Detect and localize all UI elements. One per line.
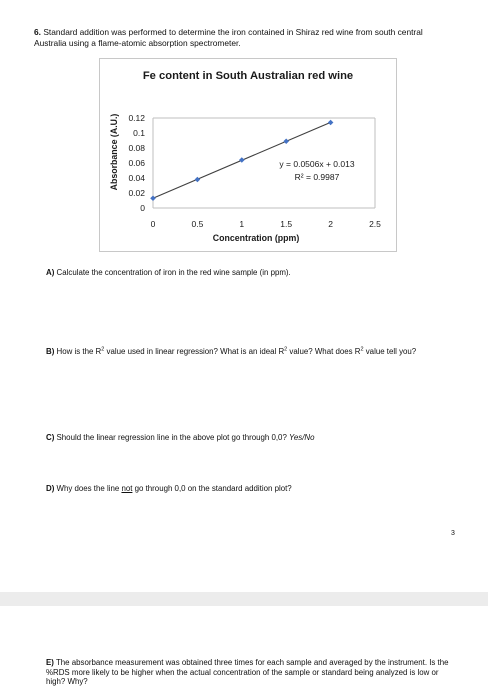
x-tick-label: 1.5 — [280, 219, 293, 229]
y-tick-label: 0 — [140, 203, 145, 213]
question-a-text: Calculate the concentration of iron in the red wine sample (in ppm). — [56, 268, 291, 277]
question-e-label: E) — [46, 658, 54, 667]
problem-text: Standard addition was performed to determine the iron contained in Shiraz red wine from south central Australia using a flame-atomic absorption spectrometer. — [34, 27, 423, 48]
data-point — [328, 120, 334, 126]
y-axis-label: Absorbance (A.U.) — [109, 113, 119, 191]
x-tick-label: 1 — [239, 219, 245, 229]
y-tick-label: 0.08 — [128, 143, 145, 153]
question-c-answer-choice: Yes/No — [289, 433, 315, 442]
question-c-text: Should the linear regression line in the above plot go through 0,0? — [56, 433, 287, 442]
x-tick-label: 0.5 — [191, 219, 204, 229]
x-tick-label: 0 — [150, 219, 156, 229]
chart — [99, 58, 397, 252]
underlined-not: not — [121, 484, 133, 493]
problem-number: 6. — [34, 27, 41, 37]
x-axis-label: Concentration (ppm) — [212, 233, 300, 243]
y-tick-label: 0.02 — [128, 188, 145, 198]
data-point — [150, 195, 156, 201]
data-point — [195, 177, 201, 183]
plot-area — [100, 59, 396, 251]
question-e-text: The absorbance measurement was obtained three times for each sample and averaged by the instrument. Is the %RDS more likely to be higher when the actual concentration of the sample or standard being analyzed is low or high? Why? — [46, 658, 449, 687]
question-a — [46, 268, 456, 278]
question-e — [46, 658, 458, 687]
y-tick-label: 0.06 — [128, 158, 145, 168]
data-point — [283, 138, 289, 144]
y-tick-label: 0.1 — [133, 128, 145, 138]
data-point — [239, 157, 245, 163]
r-squared-label: R² = 0.9987 — [294, 172, 340, 182]
page-number: 3 — [451, 530, 455, 537]
question-d-label: D) — [46, 484, 55, 493]
page-2 — [0, 606, 488, 700]
y-tick-label: 0.04 — [128, 173, 145, 183]
question-d: D) Why does the line not go through 0,0 on the standard addition plot? — [46, 484, 292, 493]
question-c-label: C) — [46, 433, 55, 442]
problem-statement — [34, 27, 454, 48]
trendline-equation: y = 0.0506x + 0.013 — [279, 159, 355, 169]
question-a-label: A) — [46, 268, 55, 277]
question-b-label: B) — [46, 347, 55, 356]
x-tick-label: 2 — [328, 219, 333, 229]
question-b: B) How is the $R^2$ value used in linear regression? What is an ideal $R^2$ value? What does $R^2$ value tell you? — [46, 346, 417, 356]
y-tick-label: 0.12 — [128, 113, 145, 123]
x-tick-label: 2.5 — [369, 219, 381, 229]
question-c — [46, 433, 456, 443]
chart-title: Fe content in South Australian red wine — [142, 70, 354, 82]
